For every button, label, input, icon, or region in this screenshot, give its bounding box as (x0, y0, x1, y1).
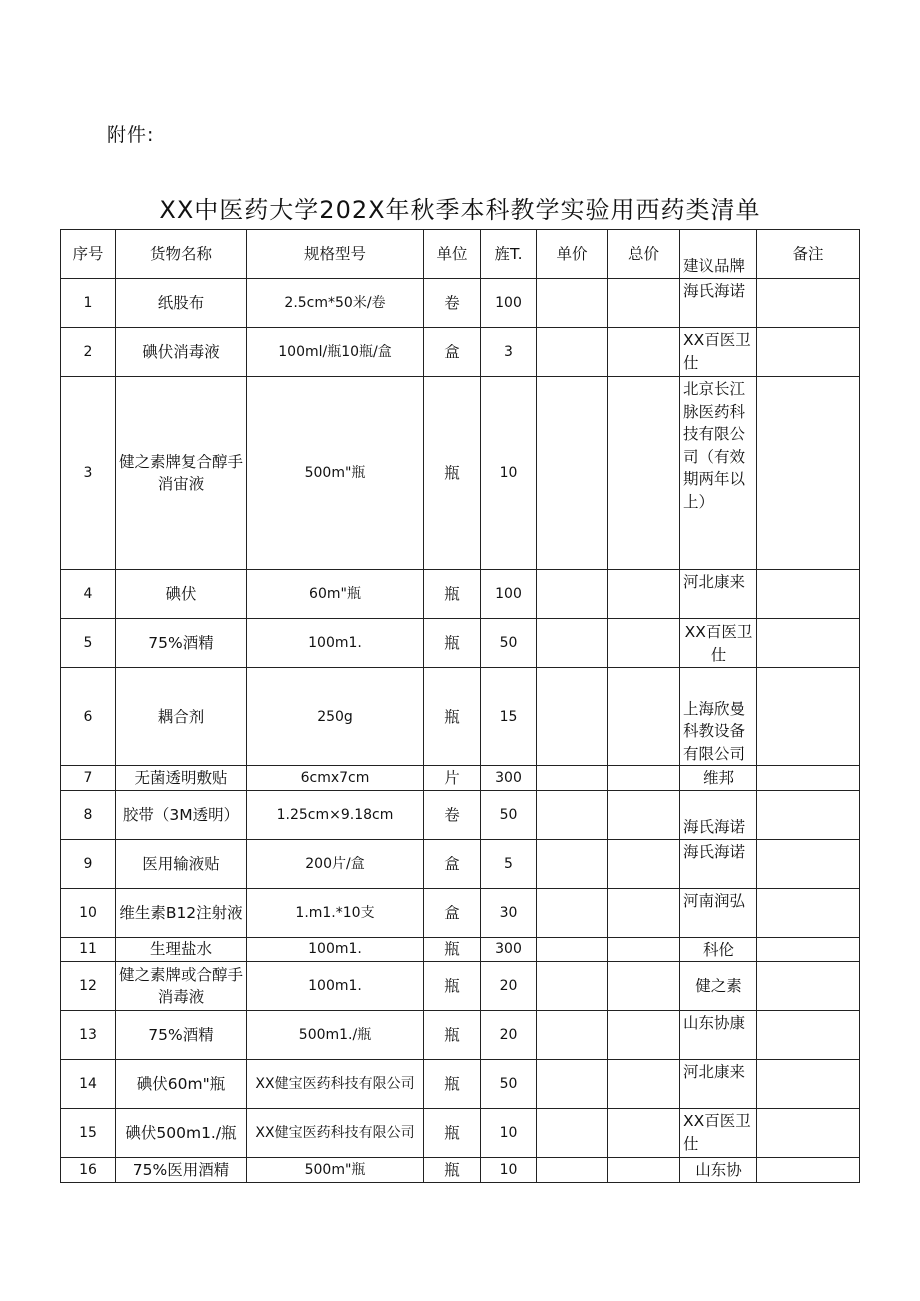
item-unit: 卷 (424, 790, 481, 839)
item-price (537, 1109, 608, 1158)
item-name: 碘伏消毒液 (116, 328, 247, 377)
table-row (61, 937, 860, 962)
item-note (757, 790, 860, 839)
item-note (757, 1109, 860, 1158)
item-qty: 50 (481, 790, 537, 839)
table-row (61, 619, 860, 668)
item-qty: 15 (481, 668, 537, 766)
item-unit: 片 (424, 766, 481, 791)
row-number: 7 (61, 766, 116, 791)
item-total (608, 668, 680, 766)
item-total (608, 937, 680, 962)
item-brand: 北京长江脉医药科技有限公司（有效期两年以上） (680, 377, 757, 570)
row-number: 11 (61, 937, 116, 962)
item-unit: 瓶 (424, 1011, 481, 1060)
item-note (757, 839, 860, 888)
item-price (537, 1158, 608, 1183)
item-total (608, 328, 680, 377)
item-price (537, 766, 608, 791)
item-qty: 50 (481, 619, 537, 668)
table-row (61, 962, 860, 1011)
header-cell: 货物名称 (116, 230, 247, 279)
table-row (61, 668, 860, 766)
item-brand: 河北康来 (680, 1060, 757, 1109)
row-number: 2 (61, 328, 116, 377)
item-total (608, 790, 680, 839)
item-spec: 200片/盒 (247, 839, 424, 888)
item-unit: 瓶 (424, 1158, 481, 1183)
header-cell: 单价 (537, 230, 608, 279)
table-row (61, 888, 860, 937)
item-name: 耦合剂 (116, 668, 247, 766)
row-number: 8 (61, 790, 116, 839)
item-total (608, 888, 680, 937)
item-brand: 科伦 (680, 937, 757, 962)
item-price (537, 377, 608, 570)
item-note (757, 937, 860, 962)
item-note (757, 619, 860, 668)
item-note (757, 570, 860, 619)
header-cell: 单位 (424, 230, 481, 279)
item-qty: 20 (481, 1011, 537, 1060)
item-price (537, 570, 608, 619)
item-price (537, 888, 608, 937)
item-brand: 海氏海诺 (680, 790, 757, 839)
row-number: 6 (61, 668, 116, 766)
table-row (61, 1011, 860, 1060)
item-qty: 10 (481, 377, 537, 570)
item-spec: 100m1. (247, 619, 424, 668)
item-brand: XX百医卫仕 (680, 619, 757, 668)
row-number: 3 (61, 377, 116, 570)
item-brand: XX百医卫仕 (680, 1109, 757, 1158)
item-spec: XX健宝医药科技有限公司 (247, 1060, 424, 1109)
item-spec: 1.25cm×9.18cm (247, 790, 424, 839)
item-brand: 健之素 (680, 962, 757, 1011)
item-price (537, 790, 608, 839)
table-row (61, 839, 860, 888)
header-cell: 序号 (61, 230, 116, 279)
item-note (757, 328, 860, 377)
table-row (61, 377, 860, 570)
item-total (608, 1011, 680, 1060)
item-qty: 20 (481, 962, 537, 1011)
item-brand: XX百医卫仕 (680, 328, 757, 377)
item-spec: 60m"瓶 (247, 570, 424, 619)
item-brand: 维邦 (680, 766, 757, 791)
header-cell: 建议品牌 (680, 230, 757, 279)
item-brand: 海氏海诺 (680, 839, 757, 888)
item-name: 碘伏500m1./瓶 (116, 1109, 247, 1158)
header-cell: 旌T. (481, 230, 537, 279)
item-name: 医用输液贴 (116, 839, 247, 888)
item-name: 无菌透明敷贴 (116, 766, 247, 791)
item-price (537, 839, 608, 888)
row-number: 15 (61, 1109, 116, 1158)
item-qty: 30 (481, 888, 537, 937)
item-total (608, 839, 680, 888)
item-price (537, 1060, 608, 1109)
item-spec: XX健宝医药科技有限公司 (247, 1109, 424, 1158)
item-note (757, 279, 860, 328)
item-spec: 2.5cm*50米/卷 (247, 279, 424, 328)
item-total (608, 962, 680, 1011)
item-name: 健之素牌复合醇手消宙液 (116, 377, 247, 570)
table-row (61, 570, 860, 619)
item-price (537, 668, 608, 766)
item-brand: 海氏海诺 (680, 279, 757, 328)
item-qty: 50 (481, 1060, 537, 1109)
item-unit: 卷 (424, 279, 481, 328)
item-spec: 6cmx7cm (247, 766, 424, 791)
item-note (757, 766, 860, 791)
item-qty: 100 (481, 570, 537, 619)
item-spec: 1.m1.*10支 (247, 888, 424, 937)
item-name: 维生素B12注射液 (116, 888, 247, 937)
page-title: XX中医药大学202X年秋季本科教学实验用西药类清单 (159, 196, 761, 224)
item-spec: 500m"瓶 (247, 1158, 424, 1183)
item-qty: 10 (481, 1158, 537, 1183)
item-spec: 100m1. (247, 962, 424, 1011)
item-total (608, 1060, 680, 1109)
item-note (757, 888, 860, 937)
item-total (608, 1158, 680, 1183)
item-total (608, 570, 680, 619)
row-number: 9 (61, 839, 116, 888)
item-qty: 300 (481, 937, 537, 962)
table-row (61, 790, 860, 839)
table-row (61, 1109, 860, 1158)
item-price (537, 279, 608, 328)
item-price (537, 619, 608, 668)
item-note (757, 1158, 860, 1183)
header-cell: 备注 (757, 230, 860, 279)
header-cell: 规格型号 (247, 230, 424, 279)
item-name: 75%医用酒精 (116, 1158, 247, 1183)
item-unit: 瓶 (424, 937, 481, 962)
item-total (608, 377, 680, 570)
item-total (608, 766, 680, 791)
item-unit: 瓶 (424, 1109, 481, 1158)
item-price (537, 962, 608, 1011)
item-total (608, 1109, 680, 1158)
item-note (757, 962, 860, 1011)
item-brand: 山东协康 (680, 1011, 757, 1060)
item-qty: 300 (481, 766, 537, 791)
item-note (757, 377, 860, 570)
row-number: 12 (61, 962, 116, 1011)
item-unit: 盒 (424, 888, 481, 937)
item-spec: 100m1. (247, 937, 424, 962)
table-header-row (61, 230, 860, 279)
item-qty: 5 (481, 839, 537, 888)
item-name: 纸股布 (116, 279, 247, 328)
item-brand: 山东协 (680, 1158, 757, 1183)
item-spec: 500m1./瓶 (247, 1011, 424, 1060)
item-total (608, 619, 680, 668)
row-number: 1 (61, 279, 116, 328)
item-note (757, 1011, 860, 1060)
item-name: 碘伏60m"瓶 (116, 1060, 247, 1109)
item-price (537, 937, 608, 962)
row-number: 4 (61, 570, 116, 619)
item-name: 生理盐水 (116, 937, 247, 962)
item-name: 碘伏 (116, 570, 247, 619)
table-row (61, 1060, 860, 1109)
item-note (757, 1060, 860, 1109)
table-row (61, 1158, 860, 1183)
table-row (61, 328, 860, 377)
item-unit: 瓶 (424, 619, 481, 668)
row-number: 14 (61, 1060, 116, 1109)
attachment-label: 附件: (107, 124, 155, 146)
item-qty: 10 (481, 1109, 537, 1158)
table-row (61, 279, 860, 328)
item-unit: 盒 (424, 839, 481, 888)
table-row (61, 766, 860, 791)
item-unit: 瓶 (424, 377, 481, 570)
row-number: 5 (61, 619, 116, 668)
item-unit: 瓶 (424, 1060, 481, 1109)
item-qty: 100 (481, 279, 537, 328)
item-name: 75%酒精 (116, 619, 247, 668)
item-spec: 250g (247, 668, 424, 766)
drug-list-table (60, 229, 860, 1183)
item-unit: 瓶 (424, 570, 481, 619)
item-unit: 瓶 (424, 962, 481, 1011)
item-unit: 盒 (424, 328, 481, 377)
item-qty: 3 (481, 328, 537, 377)
item-price (537, 1011, 608, 1060)
item-price (537, 328, 608, 377)
item-note (757, 668, 860, 766)
row-number: 10 (61, 888, 116, 937)
item-spec: 100ml/瓶10瓶/盒 (247, 328, 424, 377)
item-spec: 500m"瓶 (247, 377, 424, 570)
item-name: 75%酒精 (116, 1011, 247, 1060)
item-brand: 河南润弘 (680, 888, 757, 937)
row-number: 16 (61, 1158, 116, 1183)
item-name: 健之素牌或合醇手消毒液 (116, 962, 247, 1011)
item-name: 胶带（3M透明） (116, 790, 247, 839)
row-number: 13 (61, 1011, 116, 1060)
item-brand: 上海欣曼科教设备有限公司 (680, 668, 757, 766)
item-brand: 河北康来 (680, 570, 757, 619)
header-cell: 总价 (608, 230, 680, 279)
item-total (608, 279, 680, 328)
item-unit: 瓶 (424, 668, 481, 766)
